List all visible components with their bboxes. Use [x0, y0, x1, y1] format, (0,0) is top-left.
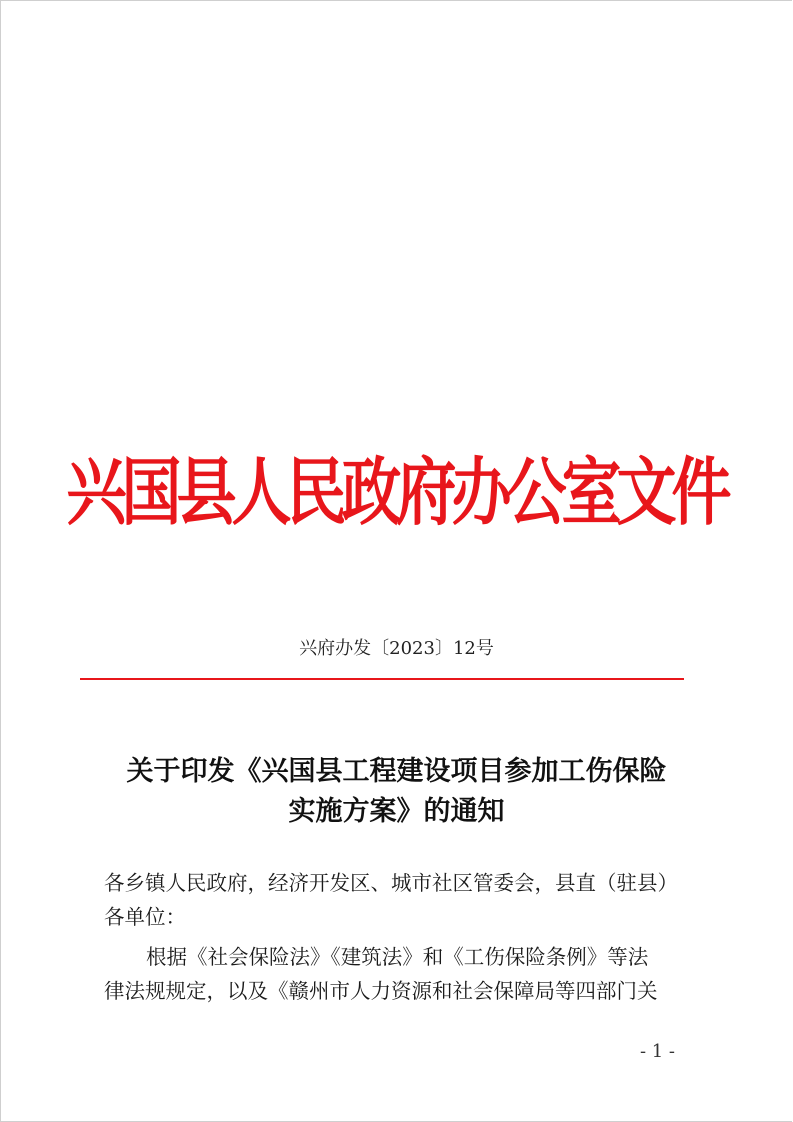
notice-title-line-1: 关于印发《兴国县工程建设项目参加工伤保险: [126, 756, 667, 787]
salutation: [104, 866, 694, 934]
agency-header-title: 兴国县人民政府办公室文件: [66, 450, 727, 536]
body-line-1: 根据《社会保险法》《建筑法》和《工伤保险条例》等法: [146, 945, 649, 969]
notice-title: [90, 752, 703, 832]
notice-title-line-2: 实施方案》的通知: [288, 796, 505, 827]
red-divider-line: [80, 678, 684, 680]
salutation-line-2: 各单位：: [104, 905, 186, 929]
body-paragraph: [104, 940, 694, 1008]
salutation-line-1: 各乡镇人民政府，经济开发区、城市社区管委会，县直（驻县）: [104, 871, 678, 895]
page-number: - 1 -: [639, 1041, 675, 1062]
body-line-2: 律法规规定，以及《赣州市人力资源和社会保障局等四部门关: [104, 979, 658, 1003]
document-number: 兴府办发〔2023〕12号: [299, 638, 494, 659]
